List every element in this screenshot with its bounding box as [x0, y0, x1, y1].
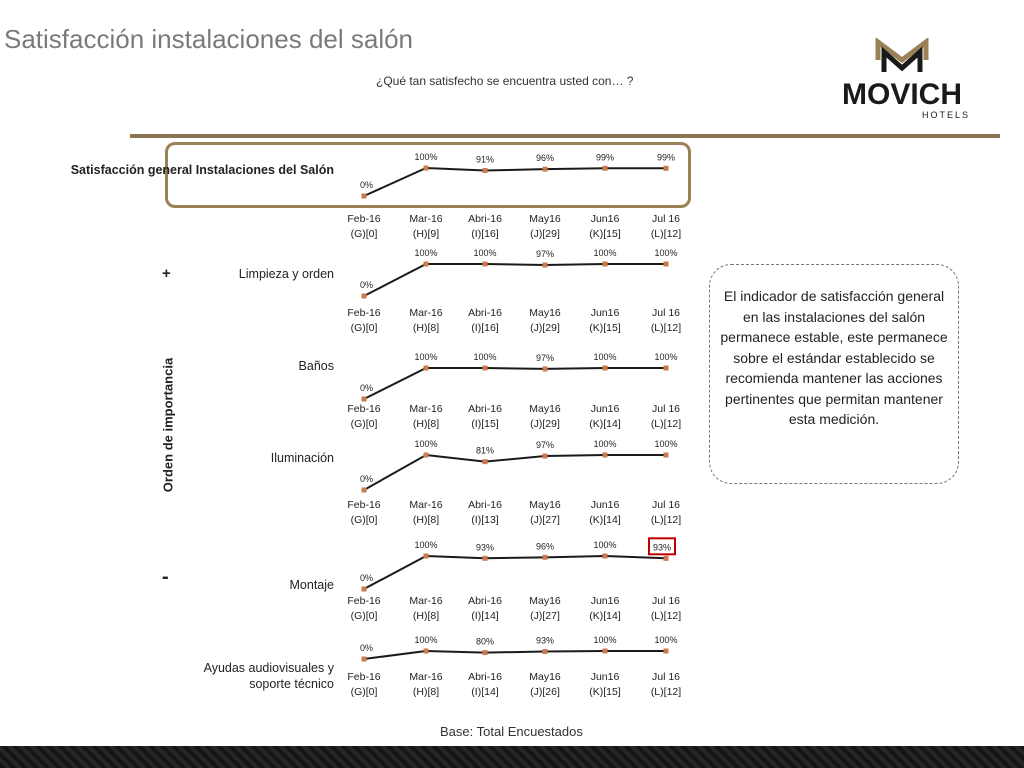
data-point [664, 262, 669, 267]
series-line-3 [364, 455, 666, 490]
data-point [543, 262, 548, 267]
data-label: 0% [360, 180, 374, 190]
series-line-4 [364, 556, 666, 589]
row-label-ayudas: Ayudas audiovisuales y soporte técnico [203, 661, 334, 691]
tick-label: (I)[16] [471, 228, 499, 240]
data-label: 100% [593, 439, 617, 449]
data-label: 100% [654, 352, 678, 362]
data-point [483, 556, 488, 561]
tick-label: (I)[14] [471, 686, 499, 698]
data-point [362, 488, 367, 493]
tick-label: Mar-16 [409, 499, 443, 511]
data-point [483, 366, 488, 371]
tick-label: (I)[16] [471, 322, 499, 334]
data-label: 100% [414, 152, 438, 162]
tick-label: (I)[15] [471, 418, 499, 430]
tick-label: (G)[0] [350, 514, 378, 526]
data-point [362, 587, 367, 592]
data-label: 100% [414, 540, 438, 550]
data-label: 100% [654, 248, 678, 258]
data-label: 100% [654, 635, 678, 645]
data-point [424, 649, 429, 654]
tick-label: (J)[29] [530, 228, 560, 240]
data-label: 99% [595, 152, 615, 163]
data-label: 100% [414, 635, 438, 645]
page-title: Satisfacción instalaciones del salón [4, 24, 414, 54]
series-line-2 [364, 368, 666, 399]
data-point [543, 555, 548, 560]
tick-label: (L)[12] [650, 514, 682, 526]
tick-label: (K)[14] [589, 418, 621, 430]
data-label: 96% [535, 153, 555, 164]
tick-label: Jul 16 [651, 307, 681, 319]
tick-label: Mar-16 [409, 403, 443, 415]
tick-label: (H)[8] [412, 686, 440, 698]
tick-label: Abri-16 [468, 213, 502, 225]
tick-label: (L)[12] [650, 610, 682, 622]
data-label: 100% [414, 439, 438, 449]
tick-label: (J)[26] [530, 686, 560, 698]
tick-label: (K)[14] [589, 514, 621, 526]
tick-label: May16 [529, 595, 561, 607]
logo-wordmark: MOVICH [842, 78, 962, 111]
tick-label: Feb-16 [347, 307, 381, 319]
data-point [483, 650, 488, 655]
tick-label: (J)[29] [530, 322, 560, 334]
data-point [483, 459, 488, 464]
tick-label: May16 [529, 307, 561, 319]
data-label: 100% [593, 540, 617, 550]
data-point [362, 657, 367, 662]
row-label-limpieza: Limpieza y orden [238, 267, 334, 281]
data-point [603, 554, 608, 559]
tick-label: Jul 16 [651, 595, 681, 607]
tick-label: (K)[14] [589, 610, 621, 622]
data-point [603, 166, 608, 171]
data-point [362, 397, 367, 402]
tick-label: Mar-16 [409, 307, 443, 319]
data-point [424, 453, 429, 458]
plus-sign: + [162, 265, 171, 282]
data-label: 80% [475, 636, 495, 647]
tick-label: (L)[12] [650, 686, 682, 698]
tick-label: May16 [529, 671, 561, 683]
data-point [664, 166, 669, 171]
data-point [664, 649, 669, 654]
data-label: 0% [360, 474, 374, 484]
tick-label: Jun16 [590, 595, 620, 607]
tick-label: Feb-16 [347, 403, 381, 415]
tick-label: Abri-16 [468, 499, 502, 511]
data-point [424, 366, 429, 371]
axis-title: Orden de importancia [160, 357, 176, 493]
tick-label: (H)[8] [412, 322, 440, 334]
survey-question: ¿Qué tan satisfecho se encuentra usted con… ? [376, 74, 634, 88]
tick-label: (G)[0] [350, 418, 378, 430]
data-label: 93% [475, 542, 495, 553]
tick-label: Jul 16 [651, 403, 681, 415]
tick-label: Mar-16 [409, 213, 443, 225]
tick-label: (K)[15] [589, 228, 621, 240]
tick-label: Jun16 [590, 307, 620, 319]
data-label: 96% [535, 541, 555, 552]
data-point [603, 453, 608, 458]
tick-label: (H)[8] [412, 610, 440, 622]
data-point [543, 167, 548, 172]
data-label: 99% [656, 152, 676, 163]
series-line-0 [364, 168, 666, 196]
tick-label: Mar-16 [409, 595, 443, 607]
data-point [603, 366, 608, 371]
tick-label: (I)[14] [471, 610, 499, 622]
data-label: 100% [593, 635, 617, 645]
tick-label: May16 [529, 403, 561, 415]
data-point [362, 194, 367, 199]
data-label: 0% [360, 383, 374, 393]
tick-label: Jul 16 [651, 499, 681, 511]
minus-sign: - [162, 566, 169, 588]
data-point [664, 453, 669, 458]
tick-label: Feb-16 [347, 213, 381, 225]
data-label: 100% [414, 352, 438, 362]
tick-label: (I)[13] [471, 514, 499, 526]
tick-label: (J)[27] [530, 514, 560, 526]
data-label: 100% [473, 248, 497, 258]
series-line-1 [364, 264, 666, 296]
data-label: 97% [535, 352, 555, 363]
tick-label: Abri-16 [468, 307, 502, 319]
base-note: Base: Total Encuestados [440, 724, 583, 739]
data-point [543, 366, 548, 371]
tick-label: Jul 16 [651, 671, 681, 683]
data-point [543, 649, 548, 654]
tick-label: (G)[0] [350, 686, 378, 698]
data-label: 0% [360, 573, 374, 583]
tick-label: (L)[12] [650, 228, 682, 240]
data-label: 100% [593, 248, 617, 258]
tick-label: Jun16 [590, 499, 620, 511]
tick-label: Abri-16 [468, 595, 502, 607]
tick-label: Jun16 [590, 403, 620, 415]
tick-label: Feb-16 [347, 499, 381, 511]
tick-label: (H)[8] [412, 514, 440, 526]
series-line-5 [364, 651, 666, 659]
data-point [664, 556, 669, 561]
data-point [483, 168, 488, 173]
tick-label: Abri-16 [468, 403, 502, 415]
logo-subtitle: HOTELS [921, 110, 971, 120]
data-point [362, 294, 367, 299]
data-label: 97% [535, 440, 555, 451]
row-label-iluminacion: Iluminación [270, 451, 334, 465]
row-label-banos: Baños [298, 359, 334, 373]
callout-text: El indicador de satisfacción general en las instalaciones del salón permanece estable, este permanece sobre el estándar establecido se recomienda mantener las acciones pertinentes que permitan mantener esta medición. [720, 288, 948, 427]
tick-label: (G)[0] [350, 610, 378, 622]
data-label: 0% [360, 280, 374, 290]
tick-label: Jun16 [590, 671, 620, 683]
tick-label: Mar-16 [409, 671, 443, 683]
data-point [424, 166, 429, 171]
data-label: 91% [475, 154, 495, 165]
tick-label: Abri-16 [468, 671, 502, 683]
row-label-montaje: Montaje [289, 578, 334, 592]
tick-label: Feb-16 [347, 595, 381, 607]
tick-label: (G)[0] [350, 228, 378, 240]
tick-label: May16 [529, 499, 561, 511]
tick-label: Jun16 [590, 213, 620, 225]
data-point [424, 262, 429, 267]
tick-label: Jul 16 [651, 213, 681, 225]
tick-label: (K)[15] [589, 686, 621, 698]
data-label: 93% [652, 542, 672, 553]
tick-label: (H)[8] [412, 418, 440, 430]
data-label: 97% [535, 248, 555, 259]
tick-label: May16 [529, 213, 561, 225]
data-point [424, 554, 429, 559]
data-point [543, 454, 548, 459]
data-point [664, 366, 669, 371]
data-point [603, 649, 608, 654]
tick-label: (H)[9] [412, 228, 440, 240]
tick-label: (G)[0] [350, 322, 378, 334]
tick-label: (L)[12] [650, 418, 682, 430]
data-label: 100% [414, 248, 438, 258]
data-label: 93% [535, 635, 555, 646]
tick-label: (K)[15] [589, 322, 621, 334]
data-label: 100% [593, 352, 617, 362]
data-point [483, 262, 488, 267]
tick-label: (L)[12] [650, 322, 682, 334]
tick-label: (J)[27] [530, 610, 560, 622]
row-label-general: Satisfacción general Instalaciones del Salón [70, 163, 334, 177]
data-label: 100% [473, 352, 497, 362]
tick-label: Feb-16 [347, 671, 381, 683]
data-point [603, 262, 608, 267]
data-label: 81% [475, 445, 495, 456]
data-label: 0% [360, 643, 374, 653]
data-label: 100% [654, 439, 678, 449]
tick-label: (J)[29] [530, 418, 560, 430]
